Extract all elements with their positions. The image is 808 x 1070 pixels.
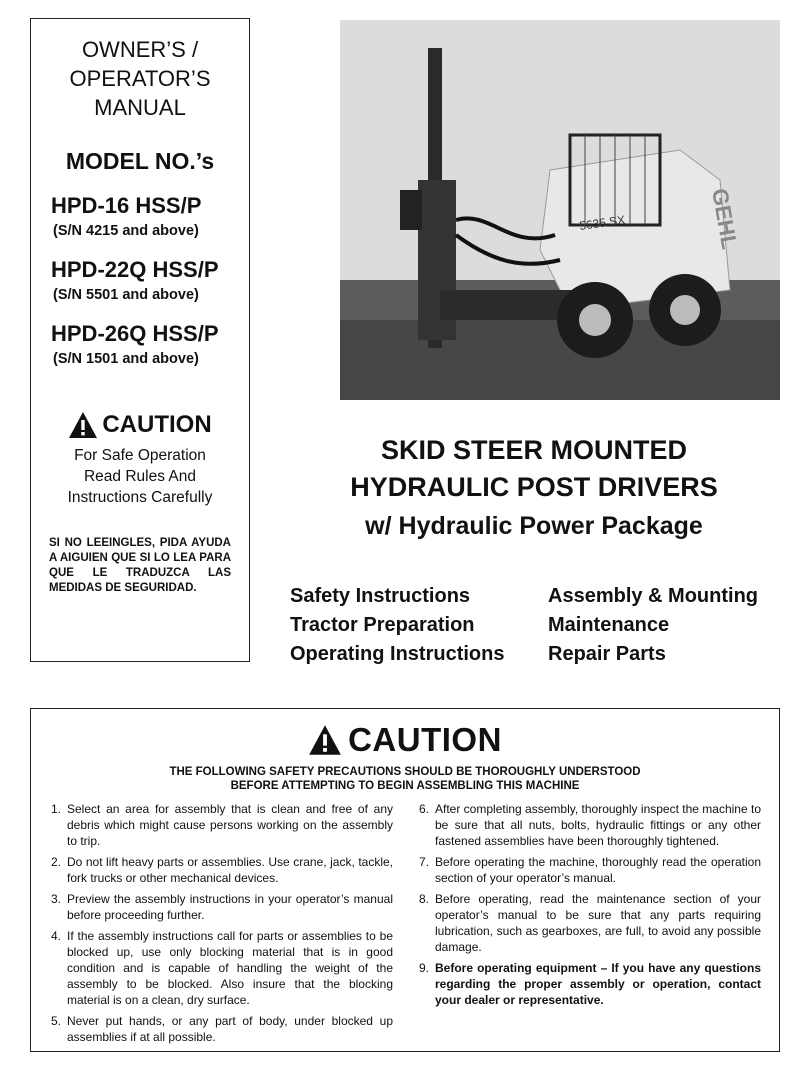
brand-label: GEHL [707,186,743,252]
precaution-item: 1. Select an area for assembly that is clean and free of any debris which might cause persons working on the assembly to trip. [51,802,393,848]
precautions-right [419,801,761,1050]
topic-item: Maintenance [548,614,670,636]
title-line-3: w/ Hydraulic Power Package [365,512,703,540]
model-serial: (S/N 4215 and above) [53,223,199,239]
precaution-item: 4. If the assembly instructions call for parts or assemblies to be blocked up, use only blocking material that is in good condition and is capable of handling the weight of the assembly to be blocked. Also insure that the blocking material is on a clean, dry surface. [51,929,393,1007]
topic-item: Assembly & Mounting [548,585,759,607]
warning-triangle-icon [68,411,98,439]
model-heading: MODEL NO.’s [65,148,215,174]
caution-box-heading [31,721,779,759]
model-serial: (S/N 1501 and above) [53,351,199,367]
skid-steer-illustration [340,20,780,400]
model-serial: (S/N 5501 and above) [53,287,199,303]
model-name: HPD-26Q HSS/P [51,321,219,346]
caution-instructions: For Safe Operation Read Rules And Instructions Carefully [67,447,213,506]
topic-item: Tractor Preparation [290,614,475,636]
contents-topics [290,585,790,666]
document-title [290,432,778,546]
precaution-item: 8. Before operating, read the maintenance section of your operator’s manual to be sure that any parts requiring lubrication, such as gearboxes, are full, to avoid any possible damage. [419,892,761,954]
manual-title: OWNER’S / OPERATOR’S MANUAL [69,37,211,120]
safety-caution-box [30,708,780,1052]
precaution-item: 7. Before operating the machine, thoroughly read the operation section of your operator’s manual. [419,855,761,885]
manual-info-panel [30,18,250,662]
warning-triangle-icon [308,724,342,756]
model-entry [31,321,249,367]
model-name: HPD-22Q HSS/P [51,257,219,282]
model-entry [31,193,249,239]
machine-label: 5635 SX [578,212,627,233]
caution-box-title: CAUTION [348,721,502,758]
precautions-columns [31,793,779,1050]
spanish-notice: SI NO LEEINGLES, PIDA AYUDA A AIGUIEN QUE SI LO LEA PARA QUE LE TRADUZCA LAS MEDIDAS DE SEGURIDAD. [49,537,231,594]
precaution-item: 9. Before operating equipment – If you have any questions regarding the proper assembly or operation, contact your dealer or representative. [419,961,761,1007]
topic-item: Repair Parts [548,643,666,665]
precaution-item: 5. Never put hands, or any part of body, under blocked up assemblies if at all possible. [51,1014,393,1044]
precaution-item: 6. After completing assembly, thoroughly inspect the machine to be sure that all nuts, bolts, hydraulic fittings or any other fastened assemblies have been thoroughly tightened. [419,802,761,848]
title-line-1: SKID STEER MOUNTED [380,435,688,465]
precaution-item: 3. Preview the assembly instructions in your operator’s manual before proceeding further. [51,892,393,922]
caution-label: CAUTION [102,411,212,438]
topic-item: Operating Instructions [290,643,505,665]
precaution-item: 2. Do not lift heavy parts or assemblies. Use crane, jack, tackle, fork trucks or other mechanical devices. [51,855,393,885]
caution-heading [31,411,249,439]
model-entry [31,257,249,303]
precautions-left [51,801,393,1050]
skid-steer-photo [340,20,780,400]
model-name: HPD-16 HSS/P [51,193,202,218]
caution-intro: THE FOLLOWING SAFETY PRECAUTIONS SHOULD BE THOROUGHLY UNDERSTOOD BEFORE ATTEMPTING TO BEGIN ASSEMBLING THIS MACHINE [169,766,641,792]
title-line-2: HYDRAULIC POST DRIVERS [350,472,718,502]
topic-item: Safety Instructions [290,585,471,607]
